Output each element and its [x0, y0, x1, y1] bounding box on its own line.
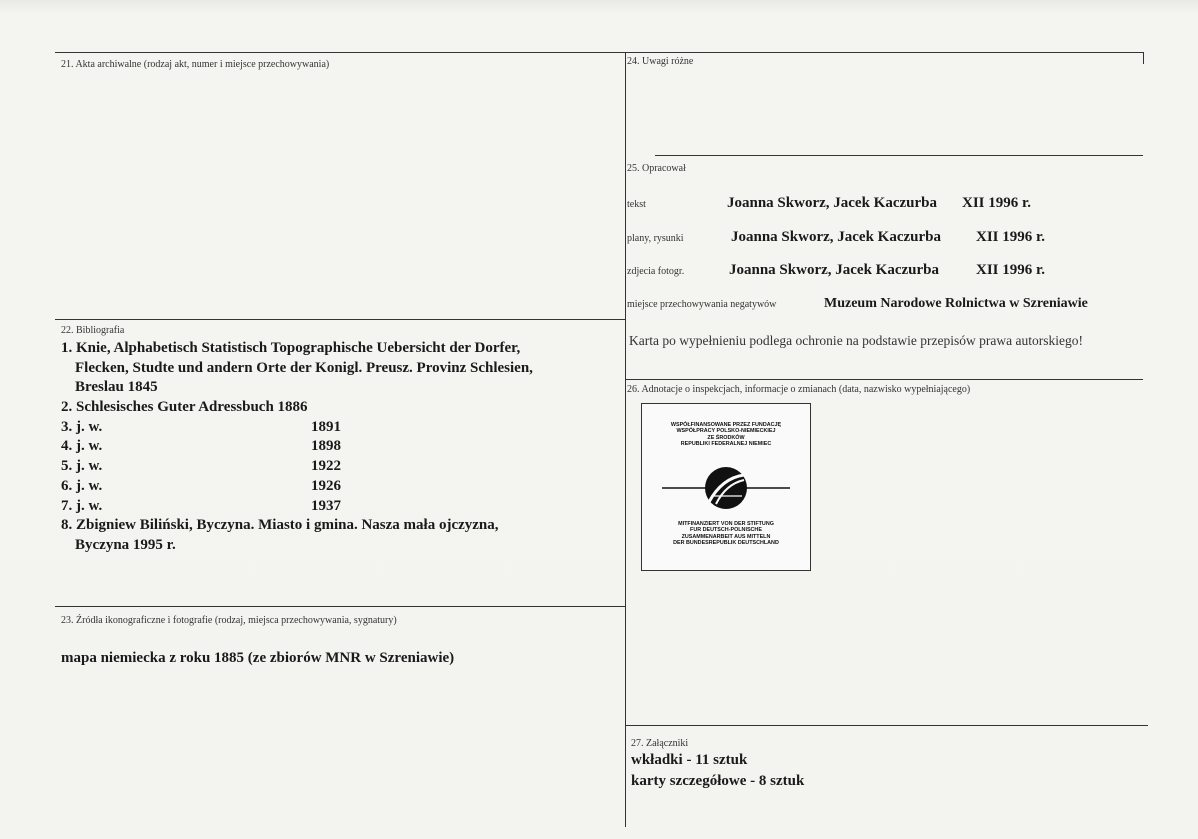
- bib-item-7: 7. j. w. 1937: [61, 497, 341, 514]
- rule-27: [625, 725, 1148, 726]
- section-21-label: 21. Akta archiwalne (rodzaj akt, numer i miejsce przechowywania): [61, 59, 330, 70]
- section-22-label: 22. Bibliografia: [61, 325, 125, 336]
- top-rule: [55, 52, 1143, 53]
- bib-item-4: 4. j. w. 1898: [61, 438, 341, 455]
- tekst-date: XII 1996 r.: [962, 195, 1032, 211]
- bib-item-8-cont: Byczyna 1995 r.: [75, 536, 176, 553]
- bridge-emblem-icon: [662, 466, 790, 510]
- iconography-entry: mapa niemiecka z roku 1885 (ze zbiorów MNR w Szreniawie): [61, 650, 455, 666]
- zdjecia-authors: Joanna Skworz, Jacek Kaczurba: [729, 262, 939, 278]
- bib-item-3: 3. j. w. 1891: [61, 418, 341, 435]
- attachments-line-2: karty szczegółowe - 8 sztuk: [631, 773, 805, 789]
- section-27-label: 27. Załączniki: [631, 738, 689, 749]
- negatywy-location: Muzeum Narodowe Rolnictwa w Szreniawie: [824, 296, 1088, 311]
- copyright-note: Karta po wypełnieniu podlega ochronie na podstawie przepisów prawa autorskiego!: [629, 333, 1083, 348]
- zdjecia-date: XII 1996 r.: [976, 262, 1046, 278]
- tekst-label: tekst: [627, 199, 646, 210]
- bib-item-1-cont: Flecken, Studte und andern Orte der Konigl. Preusz. Provinz Schlesien,: [75, 359, 533, 376]
- attachments-line-1: wkładki - 11 sztuk: [631, 752, 748, 768]
- plany-authors: Joanna Skworz, Jacek Kaczurba: [731, 229, 941, 245]
- section-23-label: 23. Źródła ikonograficzne i fotografie (rodzaj, miejsca przechowywania, sygnatury): [61, 615, 397, 626]
- logo-polish-text: WSPÓŁFINANSOWANE PRZEZ FUNDACJĘ WSPÓŁPRACY POLSKO-NIEMIECKIEJ ZE ŚRODKÓW REPUBLIKI FEDERALNEJ NIEMIEC: [670, 422, 782, 448]
- rule-26: [625, 379, 1143, 380]
- bib-item-1: 1. Knie, Alphabetisch Statistisch Topographische Uebersicht der Dorfer,: [61, 340, 521, 356]
- bib-item-1-cont2: Breslau 1845: [75, 379, 158, 396]
- negatywy-label: miejsce przechowywania negatywów: [627, 299, 777, 310]
- section-26-label: 26. Adnotacje o inspekcjach, informacje o zmianach (data, nazwisko wypełniającego): [627, 384, 971, 395]
- center-divider: [625, 52, 626, 827]
- bib-item-2: 2. Schlesisches Guter Adressbuch 1886: [61, 399, 308, 416]
- bib-item-6: 6. j. w. 1926: [61, 477, 341, 494]
- rule-22: [55, 319, 625, 320]
- rule-23: [55, 606, 625, 607]
- bib-item-8: 8. Zbigniew Biliński, Byczyna. Miasto i gmina. Nasza mała ojczyzna,: [61, 517, 499, 534]
- plany-label: plany, rysunki: [627, 233, 684, 244]
- bib-item-5: 5. j. w. 1922: [61, 458, 341, 475]
- tekst-authors: Joanna Skworz, Jacek Kaczurba: [727, 195, 937, 211]
- foundation-logo: [641, 403, 811, 571]
- right-stub: [1143, 52, 1144, 64]
- plany-date: XII 1996 r.: [976, 229, 1046, 245]
- rule-25: [655, 155, 1143, 156]
- section-24-label: 24. Uwagi różne: [627, 56, 694, 67]
- logo-german-text: MITFINANZIERT VON DER STIFTUNG FUR DEUTSCH-POLNISCHE ZUSAMMENARBEIT AUS MITTELN DER BUNDESREPUBLIK DEUTSCHLAND: [673, 521, 779, 547]
- zdjecia-label: zdjecia fotogr.: [627, 266, 685, 277]
- section-25-label: 25. Opracował: [627, 163, 686, 174]
- bibliography-list: [61, 339, 621, 556]
